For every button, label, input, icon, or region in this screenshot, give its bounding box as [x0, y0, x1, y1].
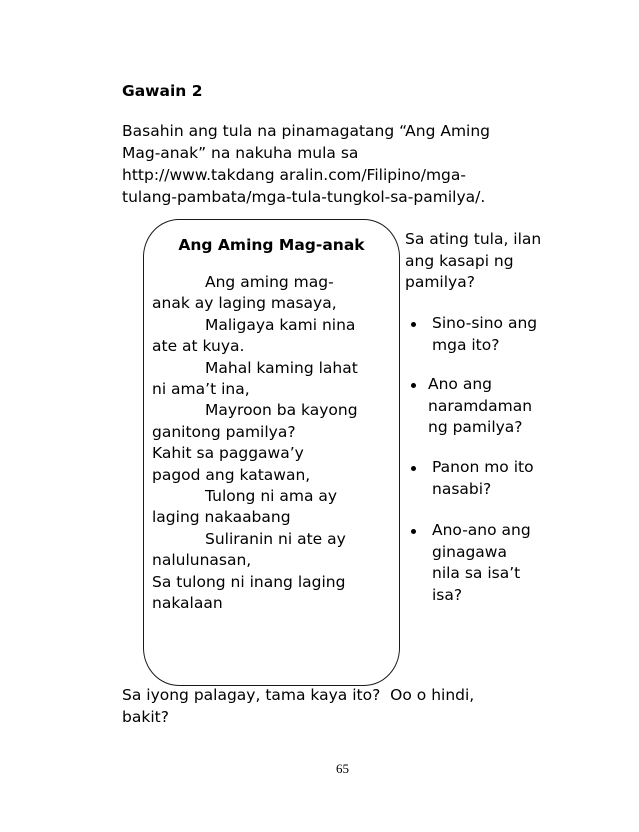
- question-line: nila sa isa’t: [432, 564, 521, 583]
- question-line: naramdaman: [428, 396, 533, 415]
- question-prompt-line: Sa ating tula, ilan: [405, 230, 542, 248]
- poem-line: anak ay laging masaya,: [152, 294, 337, 313]
- question-prompt-line: pamilya?: [405, 273, 475, 291]
- poem-line: ate at kuya.: [152, 337, 245, 356]
- activity-heading: [122, 80, 203, 102]
- intro-line: Mag-anak” na nakuha mula sa: [122, 144, 359, 162]
- activity-heading-text: Gawain 2: [122, 82, 203, 100]
- intro-line: tulang-pambata/mga-tula-tungkol-sa-pamilya/.: [122, 188, 486, 206]
- closing-line: Sa iyong palagay, tama kaya ito? Oo o hindi,: [122, 686, 475, 704]
- closing-question: [122, 684, 474, 728]
- question-line: mga ito?: [432, 335, 500, 354]
- poem-line: Maligaya kami nina: [205, 315, 356, 334]
- closing-line: bakit?: [122, 708, 169, 726]
- poem-line: Mayroon ba kayong: [205, 401, 358, 420]
- question-prompt: [405, 229, 541, 294]
- poem-line: ni ama’t ina,: [152, 380, 250, 399]
- intro-line: Basahin ang tula na pinamagatang “Ang Aming: [122, 122, 491, 140]
- bullet-icon: [411, 322, 416, 327]
- poem-line: laging nakaabang: [152, 508, 291, 527]
- poem-line: Ang aming mag-: [205, 273, 334, 291]
- question-line: Ano ang: [428, 375, 492, 393]
- question-line: ng pamilya?: [428, 418, 523, 437]
- poem-line: Mahal kaming lahat: [205, 358, 358, 377]
- question-line: Sino-sino ang: [432, 314, 538, 332]
- question-line: nasabi?: [432, 479, 492, 498]
- bullet-icon: [411, 383, 416, 388]
- bullet-icon: [411, 529, 416, 534]
- poem-line: Tulong ni ama ay: [205, 487, 338, 506]
- question-prompt-line: ang kasapi ng: [405, 251, 514, 270]
- poem-line: ganitong pamilya?: [152, 422, 296, 441]
- page-number: 65: [336, 761, 349, 776]
- question-text: [432, 457, 534, 500]
- intro-paragraph: [122, 120, 490, 208]
- question-line: Ano-ano ang: [432, 521, 531, 539]
- poem-title: [143, 234, 400, 256]
- poem-line: Suliranin ni ate ay: [205, 529, 346, 548]
- question-text: [432, 313, 537, 356]
- question-line: Panon mo ito: [432, 458, 534, 476]
- poem-body: [152, 272, 358, 615]
- poem-title-text: Ang Aming Mag-anak: [178, 236, 365, 254]
- poem-line: Kahit sa paggawa’y: [152, 444, 304, 463]
- poem-line: nalulunasan,: [152, 551, 252, 570]
- poem-line: Sa tulong ni inang laging: [152, 572, 346, 591]
- intro-line: http://www.takdang aralin.com/Filipino/mga-: [122, 166, 466, 184]
- question-line: ginagawa: [432, 542, 507, 561]
- question-line: isa?: [432, 585, 463, 604]
- bullet-icon: [411, 466, 416, 471]
- question-text: [428, 374, 532, 439]
- poem-line: nakalaan: [152, 594, 223, 613]
- poem-line: pagod ang katawan,: [152, 465, 311, 484]
- question-text: [432, 520, 531, 606]
